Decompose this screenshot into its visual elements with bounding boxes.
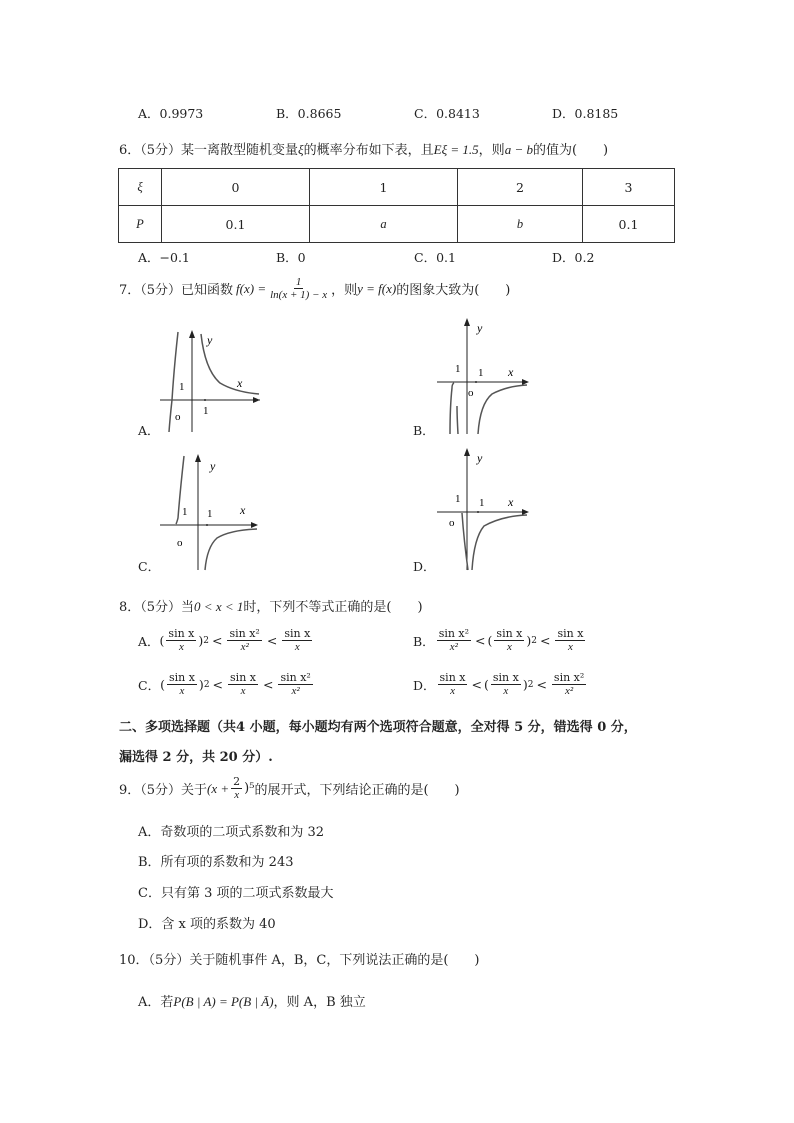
graph-d-label: D． [413,559,436,574]
q6-stem-d: 的值为( ) [532,143,609,158]
denominator: x² [240,641,249,654]
numerator: sin x [492,671,519,684]
less-than: < [536,677,547,693]
denominator: x [178,641,184,654]
denominator: x² [449,641,458,654]
y-axis-arrow [464,318,470,326]
x-axis-arrow [253,397,260,403]
q7-fx: f(x) = [236,280,267,296]
q8-option-d [413,672,588,697]
q6-stem [119,139,608,158]
section-header-line2: 漏选得 2 分，共 20 分）. [119,750,273,765]
numerator: sin x [496,627,523,640]
numerator: sin x [168,627,195,640]
origin-label: o [177,537,183,549]
denominator: x [568,641,573,654]
x-label: x [237,376,243,390]
curve-left-lower [457,406,458,434]
table-cell: b [458,206,583,243]
denominator: x² [565,685,574,698]
tick-point [206,524,208,526]
y-tick-one: 1 [455,363,461,375]
q6-stem-a: 6．（5分）某一离散型随机变量 [119,143,299,158]
origin-label: o [468,387,474,399]
y-label: y [210,459,216,473]
option-label: B． [413,633,435,649]
fraction [167,672,197,697]
option-label: A． [138,633,160,649]
numerator: sin x [439,671,466,684]
q5-option-a: A．0.9973 [138,106,204,121]
q8-option-a [138,628,314,653]
q6-stem-b: 的概率分布如下表，且 [303,143,434,158]
q7-fraction [268,276,329,301]
q10-option-a [138,991,366,1010]
q6-options [138,248,690,266]
denominator: x [294,641,300,654]
x-label: x [508,495,514,509]
x-label: x [240,503,246,517]
q8-stem-a: 8．（5分）当 [119,600,195,615]
denominator: x [450,685,455,698]
curve-left [450,383,454,434]
x-axis-arrow [251,522,258,528]
fraction [166,628,196,653]
numerator: 2 [233,775,241,788]
y-axis-arrow [195,454,201,462]
distribution-table [118,168,675,243]
graph-a [155,328,265,436]
q7-stem-a: 7．（5分）已知函数 [119,283,234,299]
less-than: < [471,677,482,693]
curve-right [472,515,527,570]
q7-stem-b: ，则 [331,283,358,299]
graph-b-label: B． [413,423,435,438]
graph-a-label: A． [138,423,160,438]
q6-option-b: B．0 [276,250,306,265]
q9-stem [119,776,460,801]
denominator: x [506,641,512,654]
x-tick-one: 1 [203,405,209,417]
less-than: < [262,677,274,693]
q9-option-b: B．所有项的系数和为 243 [138,855,294,870]
q10-stem: 10．（5分）关于随机事件 A，B，C，下列说法正确的是( ) [119,953,480,968]
q10-option-a-prefix: A．若 [138,995,174,1010]
table-row [119,206,675,243]
y-tick-one: 1 [182,506,188,518]
q8-option-b [413,628,587,653]
curve-right [205,529,257,570]
exponent: 2 [531,635,537,646]
section-header-line1: 二、多项选择题（共4 小题，每小题均有两个选项符合题意，全对得 5 分，错选得 0 分， [119,720,637,735]
table-cell: a [310,206,458,243]
fraction [438,672,468,697]
fraction [491,672,521,697]
tick-point [475,381,477,383]
paren: ) [526,633,532,649]
table-cell: 0 [162,169,310,206]
table-cell: 0.1 [162,206,310,243]
curve-right [478,385,527,434]
fraction [228,672,258,697]
q7-stem [119,276,510,301]
numerator: sin x [230,671,256,684]
fraction [555,628,585,653]
q8-stem-b: 时，下列不等式正确的是( ) [243,600,423,615]
less-than: < [475,633,486,649]
less-than: < [266,633,278,649]
paren: ( [160,677,165,693]
q8-condition: 0 < x < 1 [194,599,244,614]
numerator: sin x² [229,627,260,640]
numerator: sin x² [553,671,585,684]
q7-yfx: y = f(x) [357,280,397,296]
q10-option-a-expr: P(B | A) = P(B | Ā) [173,994,274,1009]
x-tick-one: 1 [207,508,213,520]
less-than: < [212,677,224,693]
y-label: y [207,333,213,347]
q7-numerator: 1 [295,276,302,288]
q5-option-c: C．0.8413 [414,106,480,121]
q5-options [138,104,690,122]
q9-expr-right: )⁵ [244,781,255,797]
tick-point [204,399,206,401]
q7-denominator: ln(x + 1) − x [270,289,328,302]
q6-xi: ξ [298,142,304,157]
q9-option-d: D．含 x 项的系数为 40 [138,917,276,932]
graph-c-label: C． [138,559,161,574]
fraction [437,628,471,653]
exponent: 2 [203,679,210,690]
paren: ( [159,633,165,649]
y-label: y [477,451,483,465]
paren: ( [487,633,493,649]
graph-b [432,316,532,436]
fraction [278,672,312,697]
fraction [494,628,524,653]
paren: ) [198,633,204,649]
less-than: < [540,633,551,649]
q6-expectation: Eξ = 1.5 [433,142,479,157]
origin-label: o [449,517,455,529]
q6-option-c: C．0.1 [414,250,456,265]
q6-option-a: A．−0.1 [138,250,190,265]
table-cell: 2 [458,169,583,206]
paren: ) [198,677,204,693]
q9-option-c: C．只有第 3 项的二项式系数最大 [138,886,334,901]
denominator: x [240,685,246,698]
numerator: sin x [557,627,584,640]
graph-c [155,452,265,572]
q8-option-c [138,672,315,697]
x-label: x [508,365,514,379]
y-axis-arrow [464,448,470,456]
less-than: < [212,633,223,649]
fraction [552,672,586,697]
paren: ( [483,677,489,693]
table-cell: 1 [310,169,458,206]
numerator: sin x² [280,671,311,684]
exponent: 2 [203,635,209,646]
fraction [282,628,312,653]
table-cell: 3 [583,169,675,206]
table-cell: P [119,206,162,243]
table-cell: 0.1 [583,206,675,243]
denominator: x [179,685,185,698]
exponent: 2 [527,679,534,690]
option-label: D． [413,677,436,693]
q9-fraction [231,776,242,801]
origin-label: o [175,411,181,423]
y-tick-one: 1 [179,381,185,393]
q10-option-a-suffix: ，则 A，B 独立 [273,995,366,1010]
q9-stem-b: 的展开式，下列结论正确的是( ) [254,783,460,799]
x-tick-one: 1 [478,367,484,379]
q8-stem [119,596,423,615]
q7-stem-c: 的图象大致为( ) [396,283,511,299]
graph-d [432,446,532,572]
y-tick-one: 1 [455,493,461,505]
option-label: C． [138,677,161,693]
q6-option-d: D．0.2 [552,250,595,265]
numerator: sin x² [438,627,470,640]
table-cell: ξ [119,169,162,206]
q5-option-d: D．0.8185 [552,106,619,121]
x-axis-arrow [522,379,529,385]
denominator: x² [291,685,300,698]
x-tick-one: 1 [479,497,485,509]
fraction [227,628,261,653]
x-axis-arrow [522,509,529,515]
y-label: y [477,321,483,335]
q6-a-minus-b: a − b [504,142,533,157]
q9-stem-a: 9．（5分）关于 [119,783,208,799]
q5-option-b: B．0.8665 [276,106,342,121]
paren: ) [522,677,528,693]
numerator: sin x [284,627,311,640]
q9-expr-left: (x + [207,780,230,796]
tick-point [477,511,479,513]
table-row [119,169,675,206]
denominator: x [234,789,240,802]
q6-stem-c: ，则 [478,143,505,158]
q9-option-a: A．奇数项的二项式系数和为 32 [138,825,325,840]
denominator: x [503,685,509,698]
numerator: sin x [168,671,195,684]
y-axis-arrow [189,330,195,338]
